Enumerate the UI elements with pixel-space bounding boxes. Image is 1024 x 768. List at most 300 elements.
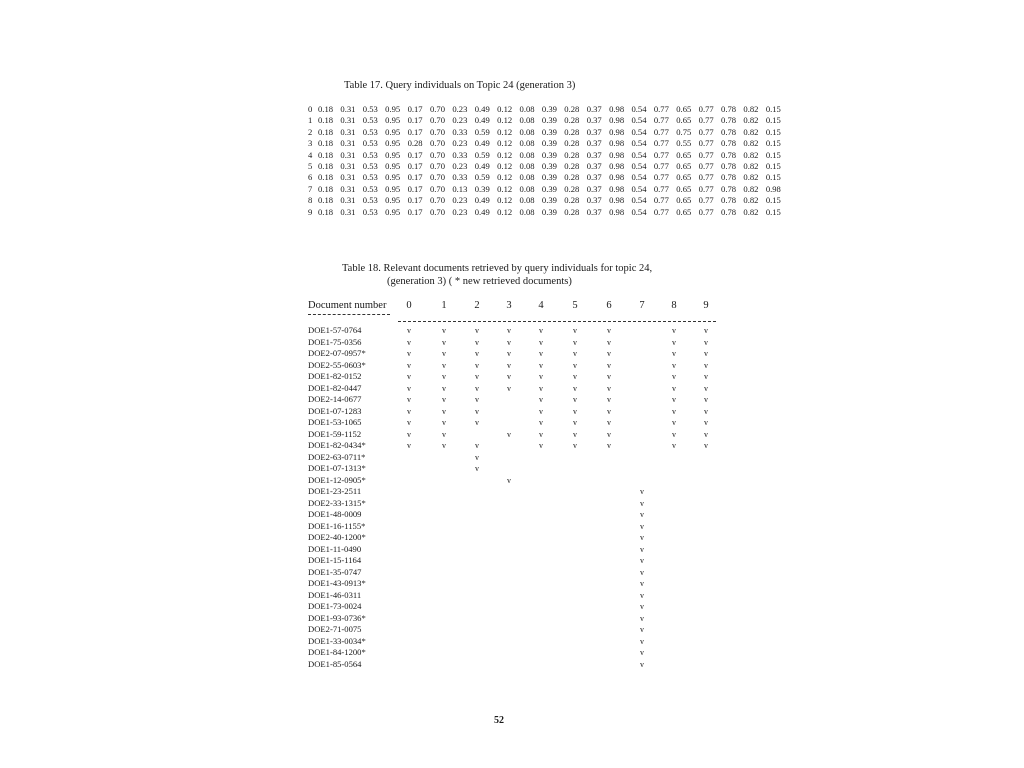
table-17-cell: 0.12 (497, 138, 513, 149)
retrieved-mark: v (640, 625, 644, 634)
table-17-cell: 0.54 (631, 206, 647, 217)
retrieved-mark: v (475, 372, 479, 381)
document-id: DOE1-84-1200* (308, 647, 366, 657)
retrieved-mark: v (573, 326, 577, 335)
document-id: DOE2-71-0075 (308, 624, 362, 634)
table-17-cell: 0.53 (362, 126, 378, 137)
table-17-cell: 0.39 (541, 183, 557, 194)
table-17-cell: 0.18 (318, 206, 334, 217)
table-17-cell: 0.28 (564, 115, 580, 126)
document-id: DOE1-53-1065 (308, 417, 362, 427)
table-17-cell: 0.77 (698, 115, 714, 126)
document-id: DOE2-14-0677 (308, 394, 362, 404)
table-17-cell: 0.78 (721, 172, 737, 183)
table-17-cell: 0.70 (429, 206, 445, 217)
table-17-cell: 0.15 (765, 126, 781, 137)
table-17-cell: 0.95 (385, 172, 401, 183)
retrieved-mark: v (640, 567, 644, 577)
table-17-cell: 0.77 (653, 126, 669, 137)
table-17-cell: 0.39 (474, 183, 490, 194)
table-17-cell: 0.18 (318, 138, 334, 149)
table-17-cell: 0.17 (407, 161, 423, 172)
retrieved-mark: v (407, 372, 411, 381)
retrieved-mark: v (475, 441, 479, 450)
retrieved-mark: v (640, 521, 644, 531)
table-17-cell: 0.39 (541, 126, 557, 137)
table-17-cell: 0.17 (407, 126, 423, 137)
table-17-cell: 0.59 (474, 149, 490, 160)
retrieved-mark: v (442, 349, 446, 358)
retrieved-mark: v (640, 590, 644, 600)
table-17-cell: 0.31 (340, 138, 356, 149)
retrieved-mark: v (640, 579, 644, 588)
retrieved-mark: v (539, 429, 543, 439)
table-17-row-id: 4 (308, 149, 313, 160)
retrieved-mark: v (607, 395, 611, 404)
retrieved-mark: v (672, 441, 676, 450)
document-id: DOE1-12-0905* (308, 474, 366, 485)
table-17-cell: 0.33 (452, 172, 468, 183)
table-17-cell: 0.95 (385, 183, 401, 194)
retrieved-mark: v (607, 418, 611, 427)
table-17-cell: 0.53 (362, 149, 378, 160)
table-17-cell: 0.77 (698, 149, 714, 160)
retrieved-mark: v (539, 337, 543, 347)
table-17-cell: 0.31 (340, 195, 356, 206)
retrieved-mark: v (507, 326, 511, 335)
table-17-cell: 0.70 (429, 149, 445, 160)
table-17-cell: 0.28 (564, 183, 580, 194)
retrieved-mark: v (704, 326, 708, 335)
table-17-cell: 0.39 (541, 149, 557, 160)
table-17-cell: 0.28 (564, 161, 580, 172)
table-17-cell: 0.78 (721, 195, 737, 206)
table-17-cell: 0.78 (721, 138, 737, 149)
table-17-row-id: 6 (308, 172, 313, 183)
table-17-cell: 0.28 (564, 172, 580, 183)
table-17-cell: 0.77 (653, 161, 669, 172)
document-id: DOE1-46-0311 (308, 589, 362, 600)
table-17-cell: 0.82 (743, 149, 759, 160)
table-17-cell: 0.77 (698, 161, 714, 172)
retrieved-mark: v (573, 337, 577, 347)
table-17-cell: 0.77 (698, 206, 714, 217)
table-17-cell: 0.28 (564, 149, 580, 160)
retrieved-mark: v (672, 383, 676, 393)
table-17-cell: 0.78 (721, 115, 737, 126)
document-id: DOE1-93-0736* (308, 612, 366, 623)
table-17-cell: 0.28 (564, 104, 580, 114)
table-17-cell: 0.65 (676, 161, 692, 172)
table-17-cell: 0.54 (631, 149, 647, 160)
column-header-3: 3 (506, 300, 512, 311)
table-17-cell: 0.15 (765, 115, 781, 126)
table-17-cell: 0.08 (519, 161, 535, 172)
table-17-cell: 0.95 (385, 195, 401, 206)
table-17-cell: 0.28 (407, 138, 423, 149)
table-17-cell: 0.82 (743, 183, 759, 194)
retrieved-mark: v (442, 337, 446, 347)
retrieved-mark: v (539, 441, 543, 450)
table-17-cell: 0.98 (765, 183, 781, 194)
table-18-caption-line1: Table 18. Relevant documents retrieved by query individuals for topic 24, (342, 263, 653, 274)
table-17-row-id: 9 (308, 206, 313, 217)
retrieved-mark: v (607, 360, 611, 370)
table-17-cell: 0.98 (609, 149, 625, 160)
retrieved-mark: v (573, 395, 577, 404)
retrieved-mark: v (573, 372, 577, 381)
table-17-cell: 0.08 (519, 126, 535, 137)
table-17-cell: 0.39 (541, 161, 557, 172)
document-id: DOE1-82-0152 (308, 371, 362, 381)
table-17-cell: 0.77 (698, 126, 714, 137)
table-17-cell: 0.70 (429, 183, 445, 194)
table-17-row (308, 207, 788, 218)
retrieved-mark: v (442, 383, 446, 393)
table-17-cell: 0.95 (385, 115, 401, 126)
retrieved-mark: v (442, 441, 446, 450)
table-17-cell: 0.37 (586, 161, 602, 172)
retrieved-mark: v (672, 372, 676, 381)
table-17-cell: 0.12 (497, 206, 513, 217)
retrieved-mark: v (539, 360, 543, 370)
table-17-cell: 0.17 (407, 149, 423, 160)
table-17-cell: 0.77 (653, 172, 669, 183)
retrieved-mark: v (507, 349, 511, 358)
table-17-cell: 0.54 (631, 138, 647, 149)
retrieved-mark: v (704, 441, 708, 450)
table-17-cell: 0.08 (519, 206, 535, 217)
document-id: DOE1-82-0447 (308, 382, 362, 393)
retrieved-mark: v (442, 360, 446, 370)
table-17-cell: 0.82 (743, 161, 759, 172)
table-17-cell: 0.31 (340, 161, 356, 172)
retrieved-mark: v (407, 406, 411, 416)
table-17-row (308, 161, 788, 172)
table-17-cell: 0.17 (407, 206, 423, 217)
table-17-cell: 0.31 (340, 149, 356, 160)
retrieved-mark: v (475, 464, 479, 473)
table-17-cell: 0.31 (340, 172, 356, 183)
retrieved-mark: v (607, 349, 611, 358)
table-17-cell: 0.12 (497, 115, 513, 126)
table-17-cell: 0.17 (407, 195, 423, 206)
retrieved-mark: v (640, 613, 644, 623)
table-17-row-id: 3 (308, 138, 313, 149)
table-17-cell: 0.08 (519, 195, 535, 206)
table-17-cell: 0.12 (497, 172, 513, 183)
retrieved-mark: v (607, 429, 611, 439)
table-17-cell: 0.49 (474, 161, 490, 172)
retrieved-mark: v (507, 372, 511, 381)
table-17-cell: 0.77 (698, 104, 714, 114)
retrieved-mark: v (640, 510, 644, 519)
header-rule-left (308, 314, 390, 315)
table-17-row (308, 104, 788, 115)
table-17-cell: 0.37 (586, 206, 602, 217)
table-17-cell: 0.37 (586, 183, 602, 194)
table-17-cell: 0.28 (564, 126, 580, 137)
table-17-cell: 0.17 (407, 104, 423, 114)
retrieved-mark: v (704, 337, 708, 347)
table-17-cell: 0.37 (586, 104, 602, 114)
table-17-cell: 0.39 (541, 115, 557, 126)
table-17 (308, 104, 788, 218)
table-17-cell: 0.23 (452, 195, 468, 206)
table-17-cell: 0.53 (362, 161, 378, 172)
table-18-caption (342, 262, 652, 288)
table-17-cell: 0.31 (340, 206, 356, 217)
table-17-caption: Table 17. Query individuals on Topic 24 (generation 3) (344, 80, 576, 91)
retrieved-mark: v (475, 349, 479, 358)
document-id: DOE1-59-1152 (308, 428, 362, 439)
table-17-cell: 0.28 (564, 138, 580, 149)
table-17-cell: 0.95 (385, 138, 401, 149)
retrieved-mark: v (539, 395, 543, 404)
column-header-8: 8 (671, 300, 677, 311)
table-17-cell: 0.70 (429, 126, 445, 137)
table-17-cell: 0.18 (318, 183, 334, 194)
retrieved-mark: v (640, 556, 644, 565)
retrieved-mark: v (573, 418, 577, 427)
table-17-cell: 0.28 (564, 195, 580, 206)
retrieved-mark: v (672, 418, 676, 427)
table-17-cell: 0.78 (721, 183, 737, 194)
table-17-cell: 0.08 (519, 183, 535, 194)
table-17-cell: 0.82 (743, 195, 759, 206)
retrieved-mark: v (704, 406, 708, 416)
retrieved-mark: v (407, 383, 411, 393)
retrieved-mark: v (507, 475, 511, 485)
table-17-cell: 0.49 (474, 195, 490, 206)
document-id: DOE1-75-0356 (308, 336, 362, 347)
table-17-cell: 0.18 (318, 172, 334, 183)
retrieved-mark: v (704, 395, 708, 404)
column-header-9: 9 (703, 300, 709, 311)
table-17-row (308, 172, 788, 183)
retrieved-mark: v (607, 441, 611, 450)
table-17-cell: 0.15 (765, 206, 781, 217)
table-17-cell: 0.98 (609, 104, 625, 114)
retrieved-mark: v (640, 487, 644, 496)
table-17-cell: 0.39 (541, 206, 557, 217)
table-17-cell: 0.37 (586, 115, 602, 126)
retrieved-mark: v (507, 337, 511, 347)
retrieved-mark: v (475, 360, 479, 370)
table-17-cell: 0.77 (653, 183, 669, 194)
table-17-cell: 0.15 (765, 149, 781, 160)
table-17-cell: 0.39 (541, 195, 557, 206)
table-17-cell: 0.95 (385, 126, 401, 137)
table-17-cell: 0.77 (653, 206, 669, 217)
table-17-row (308, 127, 788, 138)
retrieved-mark: v (475, 326, 479, 335)
retrieved-mark: v (607, 372, 611, 381)
document-id: DOE1-15-1164 (308, 555, 362, 565)
retrieved-mark: v (607, 337, 611, 347)
column-header-1: 1 (441, 300, 447, 311)
table-17-cell: 0.53 (362, 138, 378, 149)
header-rule-right (398, 321, 716, 322)
table-17-cell: 0.23 (452, 206, 468, 217)
table-17-cell: 0.77 (653, 149, 669, 160)
table-17-row (308, 195, 788, 206)
retrieved-mark: v (539, 326, 543, 335)
retrieved-mark: v (672, 337, 676, 347)
table-17-cell: 0.95 (385, 161, 401, 172)
table-17-cell: 0.23 (452, 115, 468, 126)
table-17-cell: 0.08 (519, 115, 535, 126)
table-17-cell: 0.17 (407, 172, 423, 183)
document-id: DOE1-43-0913* (308, 578, 366, 588)
table-17-cell: 0.18 (318, 149, 334, 160)
table-17-cell: 0.77 (653, 138, 669, 149)
document-id: DOE1-33-0034* (308, 635, 366, 646)
table-17-cell: 0.37 (586, 195, 602, 206)
retrieved-mark: v (640, 498, 644, 508)
table-17-cell: 0.70 (429, 172, 445, 183)
retrieved-mark: v (407, 326, 411, 335)
table-17-cell: 0.54 (631, 104, 647, 114)
table-17-cell: 0.53 (362, 195, 378, 206)
retrieved-mark: v (475, 383, 479, 393)
retrieved-mark: v (573, 406, 577, 416)
retrieved-mark: v (442, 429, 446, 439)
retrieved-mark: v (573, 441, 577, 450)
retrieved-mark: v (407, 337, 411, 347)
retrieved-mark: v (442, 418, 446, 427)
table-17-cell: 0.95 (385, 206, 401, 217)
table-17-cell: 0.12 (497, 149, 513, 160)
column-header-5: 5 (572, 300, 578, 311)
table-17-cell: 0.18 (318, 126, 334, 137)
retrieved-mark: v (607, 326, 611, 335)
table-17-cell: 0.70 (429, 161, 445, 172)
column-header-0: 0 (406, 300, 412, 311)
retrieved-mark: v (672, 360, 676, 370)
table-17-cell: 0.49 (474, 104, 490, 114)
retrieved-mark: v (640, 544, 644, 554)
table-17-cell: 0.23 (452, 161, 468, 172)
retrieved-mark: v (442, 406, 446, 416)
table-17-cell: 0.53 (362, 115, 378, 126)
table-17-cell: 0.08 (519, 172, 535, 183)
document-id: DOE2-07-0957* (308, 348, 366, 358)
table-17-cell: 0.08 (519, 138, 535, 149)
table-17-row (308, 150, 788, 161)
document-id: DOE2-33-1315* (308, 497, 366, 508)
retrieved-mark: v (672, 429, 676, 439)
table-17-cell: 0.95 (385, 104, 401, 114)
table-17-cell: 0.65 (676, 115, 692, 126)
table-17-cell: 0.13 (452, 183, 468, 194)
table-17-cell: 0.17 (407, 183, 423, 194)
table-17-cell: 0.82 (743, 172, 759, 183)
table-17-cell: 0.39 (541, 172, 557, 183)
table-17-cell: 0.82 (743, 104, 759, 114)
table-17-cell: 0.33 (452, 126, 468, 137)
retrieved-mark: v (672, 326, 676, 335)
table-17-cell: 0.77 (698, 183, 714, 194)
table-17-cell: 0.12 (497, 104, 513, 114)
retrieved-mark: v (407, 349, 411, 358)
table-17-cell: 0.31 (340, 126, 356, 137)
table-17-cell: 0.65 (676, 195, 692, 206)
table-17-cell: 0.53 (362, 104, 378, 114)
column-header-2: 2 (474, 300, 480, 311)
table-17-cell: 0.78 (721, 161, 737, 172)
table-17-cell: 0.70 (429, 115, 445, 126)
retrieved-mark: v (442, 395, 446, 404)
table-17-cell: 0.49 (474, 115, 490, 126)
column-header-4: 4 (538, 300, 544, 311)
table-17-cell: 0.98 (609, 195, 625, 206)
document-id: DOE1-11-0490 (308, 543, 362, 554)
column-header-7: 7 (639, 300, 645, 311)
retrieved-mark: v (539, 418, 543, 427)
table-17-cell: 0.98 (609, 183, 625, 194)
document-id: DOE1-23-2511 (308, 486, 362, 496)
document-id: DOE1-16-1155* (308, 520, 366, 531)
table-17-cell: 0.54 (631, 183, 647, 194)
retrieved-mark: v (573, 349, 577, 358)
document-id: DOE1-82-0434* (308, 440, 366, 450)
retrieved-mark: v (672, 349, 676, 358)
retrieved-mark: v (475, 452, 479, 462)
table-17-cell: 0.23 (452, 104, 468, 114)
table-17-cell: 0.12 (497, 195, 513, 206)
retrieved-mark: v (573, 429, 577, 439)
retrieved-mark: v (704, 372, 708, 381)
table-18-caption-line2: (generation 3) ( * new retrieved documents) (387, 276, 572, 287)
document-id: DOE1-57-0764 (308, 325, 362, 335)
table-17-cell: 0.12 (497, 161, 513, 172)
retrieved-mark: v (407, 395, 411, 404)
retrieved-mark: v (573, 360, 577, 370)
table-17-cell: 0.77 (698, 172, 714, 183)
table-17-cell: 0.15 (765, 195, 781, 206)
table-17-cell: 0.54 (631, 172, 647, 183)
document-id: DOE1-07-1313* (308, 463, 366, 473)
table-17-cell: 0.55 (676, 138, 692, 149)
retrieved-mark: v (442, 326, 446, 335)
document-id: DOE1-85-0564 (308, 658, 362, 669)
table-17-row-id: 1 (308, 115, 313, 126)
table-17-cell: 0.37 (586, 138, 602, 149)
table-17-cell: 0.82 (743, 206, 759, 217)
retrieved-mark: v (507, 429, 511, 439)
retrieved-mark: v (640, 533, 644, 542)
retrieved-mark: v (407, 360, 411, 370)
retrieved-mark: v (539, 372, 543, 381)
table-17-cell: 0.15 (765, 172, 781, 183)
retrieved-mark: v (640, 648, 644, 657)
table-17-cell: 0.78 (721, 126, 737, 137)
table-17-cell: 0.54 (631, 161, 647, 172)
table-17-cell: 0.65 (676, 206, 692, 217)
retrieved-mark: v (573, 383, 577, 393)
table-17-cell: 0.77 (653, 115, 669, 126)
retrieved-mark: v (640, 636, 644, 646)
retrieved-mark: v (475, 395, 479, 404)
table-17-cell: 0.77 (653, 195, 669, 206)
retrieved-mark: v (407, 429, 411, 439)
table-17-row (308, 115, 788, 126)
table-17-row (308, 138, 788, 149)
table-17-cell: 0.65 (676, 149, 692, 160)
retrieved-mark: v (704, 429, 708, 439)
table-17-cell: 0.98 (609, 161, 625, 172)
